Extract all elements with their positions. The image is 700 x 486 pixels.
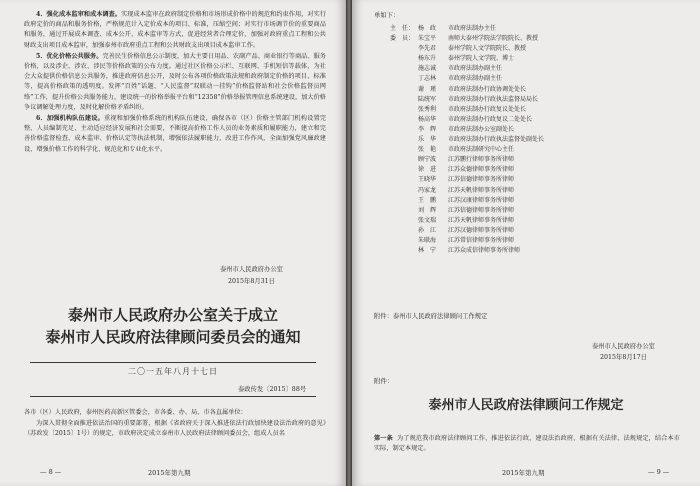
member-name: 林 宁	[418, 247, 437, 255]
member-name: 丁志林	[418, 75, 437, 83]
member-name: 李先君	[418, 45, 437, 53]
member-row	[374, 155, 674, 165]
member-row	[374, 105, 674, 115]
member-role	[374, 74, 418, 84]
page-number-left: — 8 —	[40, 468, 62, 476]
member-role	[374, 125, 418, 135]
member-title: 市政府法制办行政复议处处长	[448, 105, 527, 113]
member-row	[374, 206, 674, 216]
divider	[30, 362, 316, 363]
member-title: 市政府法制办行政复议二处处长	[448, 115, 533, 123]
notice-body	[24, 408, 326, 441]
attachment-note: 附件：泰州市人民政府法律顾问工作规定	[374, 313, 488, 320]
member-row	[374, 85, 674, 95]
member-title: 市政府法制研究中心主任	[448, 146, 515, 154]
issue-date: 二〇一五年八月十七日	[128, 367, 218, 376]
member-title: 泰州学院人文学院、博士	[448, 55, 515, 63]
member-role	[374, 155, 418, 165]
member-role: 主 任：	[389, 25, 414, 32]
member-name: 孙 江	[418, 226, 437, 234]
page-number-right: — 9 —	[648, 468, 670, 476]
member-name: 杨高华	[418, 115, 437, 123]
member-role	[374, 175, 418, 185]
attachment-label: 附件：	[374, 377, 394, 385]
office-date: 2015年8月17日	[600, 354, 647, 361]
member-role: 委 员：	[389, 35, 414, 43]
member-title: 江苏信德律师事务所律师	[448, 206, 515, 214]
member-name: 王 鹏	[418, 196, 437, 204]
member-row	[374, 145, 674, 155]
member-name: 杨东升	[418, 55, 437, 63]
notice-title-line-2: 泰州市人民政府法律顾问委员会的通知	[45, 328, 301, 346]
paragraph-cost-review	[24, 10, 326, 51]
member-row	[374, 64, 674, 74]
member-row	[374, 135, 674, 145]
page-number-value: 9	[656, 468, 661, 476]
member-title: 江苏众德律师事务所律师	[448, 166, 515, 174]
member-row	[374, 54, 674, 64]
member-title: 南师大泰州学院法学院院长、教授	[448, 35, 539, 43]
member-name: 王晓华	[418, 176, 437, 184]
paragraph-text: 重视和加强价格系统的机构队伍建设，确保各市（区）价格主管部门机构设置完整、人员编制充足、主动适应经济发展和社会需要，不断提高价格工作人员的业务素质和履职能力，建立和完善价格监督检查、成本监审、价格认定等执法机制，增强依法履职能力，改进工作作风，全面加强党风廉政建设，增强价格工作的科学化、规范化和专业化水平。	[24, 115, 326, 153]
right-page	[352, 0, 700, 486]
member-name: 刘 辉	[418, 206, 437, 214]
member-list	[374, 24, 674, 256]
document-number: 泰政传发〔2015〕88号	[238, 386, 307, 393]
member-row	[374, 74, 674, 84]
member-role	[374, 85, 418, 95]
member-name: 杨 政	[418, 25, 437, 32]
member-title: 市政府法制办行政执法监督处副处长	[448, 136, 545, 144]
member-role	[374, 64, 418, 74]
member-title: 江苏信德律师事务所律师	[448, 176, 515, 184]
member-title: 泰州学院人文学院院长、教授	[448, 45, 527, 53]
paragraph-lead: 4．强化成本监审和成本调查。	[36, 11, 122, 18]
member-list-heading: 单如下：	[374, 12, 400, 19]
member-row	[374, 95, 674, 105]
member-title: 江苏常信律师事务所律师	[448, 236, 515, 244]
member-name: 张 艳	[418, 146, 437, 154]
member-title: 江苏天帆律师事务所律师	[448, 186, 515, 194]
page-number-value: 8	[48, 468, 53, 476]
member-row	[374, 216, 674, 226]
rules-title: 泰州市人民政府法律顾问工作规定	[428, 398, 624, 413]
member-title: 江苏众成信律师事务所律师	[448, 247, 521, 255]
member-title: 江苏汉德律师事务所律师	[448, 226, 515, 234]
member-row	[374, 125, 674, 135]
member-name: 徐 进	[418, 166, 437, 174]
member-row	[374, 24, 674, 34]
member-title: 江苏汉康律师事务所律师	[448, 196, 515, 204]
member-role	[374, 95, 418, 105]
paragraph-text: 完善民生价格信息公示制度，加大主要日用品、农副产品、商业银行等商品、服务价格，以及涉企、涉农、涉民等价格政策的公布力度。通过社区价格公示栏、互联网、手机短信等载体，为社会大众提供价格信息公共服务，推进政府信息公开，及时公布各项价格政策法规和政府制定价格的项目、标准等，提高价格政策的透明度。发挥“百姓”话题、“人民监督”双联动一挂钩“价格监督站和社会价格监督员网络”工作，提升价格公共服务能力，建设统一的价格举报平台和“12358”价格举报管理信息系统建设，加大价格争议调解处理力度，及时化解价格矛盾纠纷。	[24, 52, 326, 111]
member-title: 市政府法制办行政协调处处长	[448, 85, 527, 93]
paragraph-lead: 5．优化价格公共服务。	[36, 52, 103, 60]
member-name: 陆统军	[418, 95, 437, 103]
member-role	[374, 165, 418, 175]
paragraph-text: 实现成本监审在政府制定价格和市场形成价格中的规范和约束作用，对实行政府定价的商品和服务价格，严格规范计入定价成本的项目、标准，压缩空间；对实行市场调节价的重要商品和服务，通过开展成本调查、成本公开、成本监审等方式，促进经营者合理定价，加强对政府重点工程和公共财政支出项目成本监审，加强泰州市政府重点工程和公共财政支出项目成本监审工作。	[24, 11, 327, 49]
article-1-text: 为了规范我市政府法律顾问工作，推进依法行政，建设法治政府，根据有关法律、法规规定，结合本市实际，制定本规定。	[374, 435, 680, 453]
article-1	[374, 434, 680, 454]
left-page-body	[24, 10, 326, 156]
office-signature: 泰州市人民政府办公室	[592, 343, 655, 350]
issue-footer-right: 2015年第九期	[502, 469, 545, 477]
article-1-lead: 第一条	[374, 435, 393, 442]
member-name: 张秀利	[418, 105, 437, 113]
member-name: 乐 华	[418, 136, 437, 144]
notice-paragraph: 为深入贯彻全面推进依法治国的重要部署，根据《省政府关于深入推进依法行政加快建设法治政府的意见》（苏政发〔2015〕1号）的规定，市政府决定成立泰州市人民政府法律顾问委员会，组成人员名	[24, 420, 326, 438]
member-role	[374, 145, 418, 155]
member-row	[374, 246, 674, 256]
divider	[30, 396, 316, 397]
paragraph-public-service	[24, 52, 326, 113]
member-role	[374, 226, 418, 236]
member-row	[374, 175, 674, 185]
member-name: 朱宝平	[418, 35, 437, 43]
office-signature: 泰州市人民政府办公室	[220, 266, 283, 273]
member-row	[374, 186, 674, 196]
member-name: 朱联海	[418, 236, 437, 244]
member-row	[374, 115, 674, 125]
paragraph-lead: 6．加强机构队伍建设。	[36, 115, 104, 123]
paragraph-team-building	[24, 114, 326, 155]
member-role	[374, 206, 418, 216]
member-name: 冯家龙	[418, 186, 437, 194]
member-role	[374, 186, 418, 196]
member-role	[374, 115, 418, 125]
member-row	[374, 196, 674, 206]
member-name: 顾宁波	[418, 156, 437, 164]
member-row	[374, 226, 674, 236]
notice-addressees: 各市（区）人民政府，泰州医药高新区管委会，市各委、办、局，市各直属单位：	[24, 409, 247, 416]
member-role	[374, 54, 418, 64]
member-role	[374, 246, 418, 256]
member-title: 江苏鹏行律师事务所律师	[448, 156, 515, 164]
left-page	[0, 0, 346, 486]
member-name: 施志诚	[418, 65, 437, 73]
member-title: 市政府法制办公室副处长	[448, 125, 515, 133]
member-role	[374, 196, 418, 206]
member-row	[374, 236, 674, 246]
member-row	[374, 165, 674, 175]
member-title: 市政府法制办行政执法监督局局长	[448, 95, 539, 103]
issue-footer-left: 2015年第九期	[148, 469, 191, 477]
member-title: 市政府法制办副主任	[448, 75, 503, 83]
member-title: 市政府法制办主任	[448, 25, 497, 32]
member-title: 江苏天帆律师事务所律师	[448, 216, 515, 224]
member-role	[374, 105, 418, 115]
member-name: 张文瑞	[418, 216, 437, 224]
member-role	[374, 236, 418, 246]
member-name: 李 辉	[418, 125, 437, 133]
office-date: 2015年8月31日	[228, 278, 275, 285]
member-row	[374, 34, 674, 44]
notice-title-line-1: 泰州市人民政府办公室关于成立	[67, 306, 278, 324]
member-role	[374, 44, 418, 54]
member-role	[374, 135, 418, 145]
member-role	[374, 216, 418, 226]
member-title: 市政府法制办副主任	[448, 65, 503, 73]
member-name: 谢 瑾	[418, 85, 437, 93]
member-row	[374, 44, 674, 54]
